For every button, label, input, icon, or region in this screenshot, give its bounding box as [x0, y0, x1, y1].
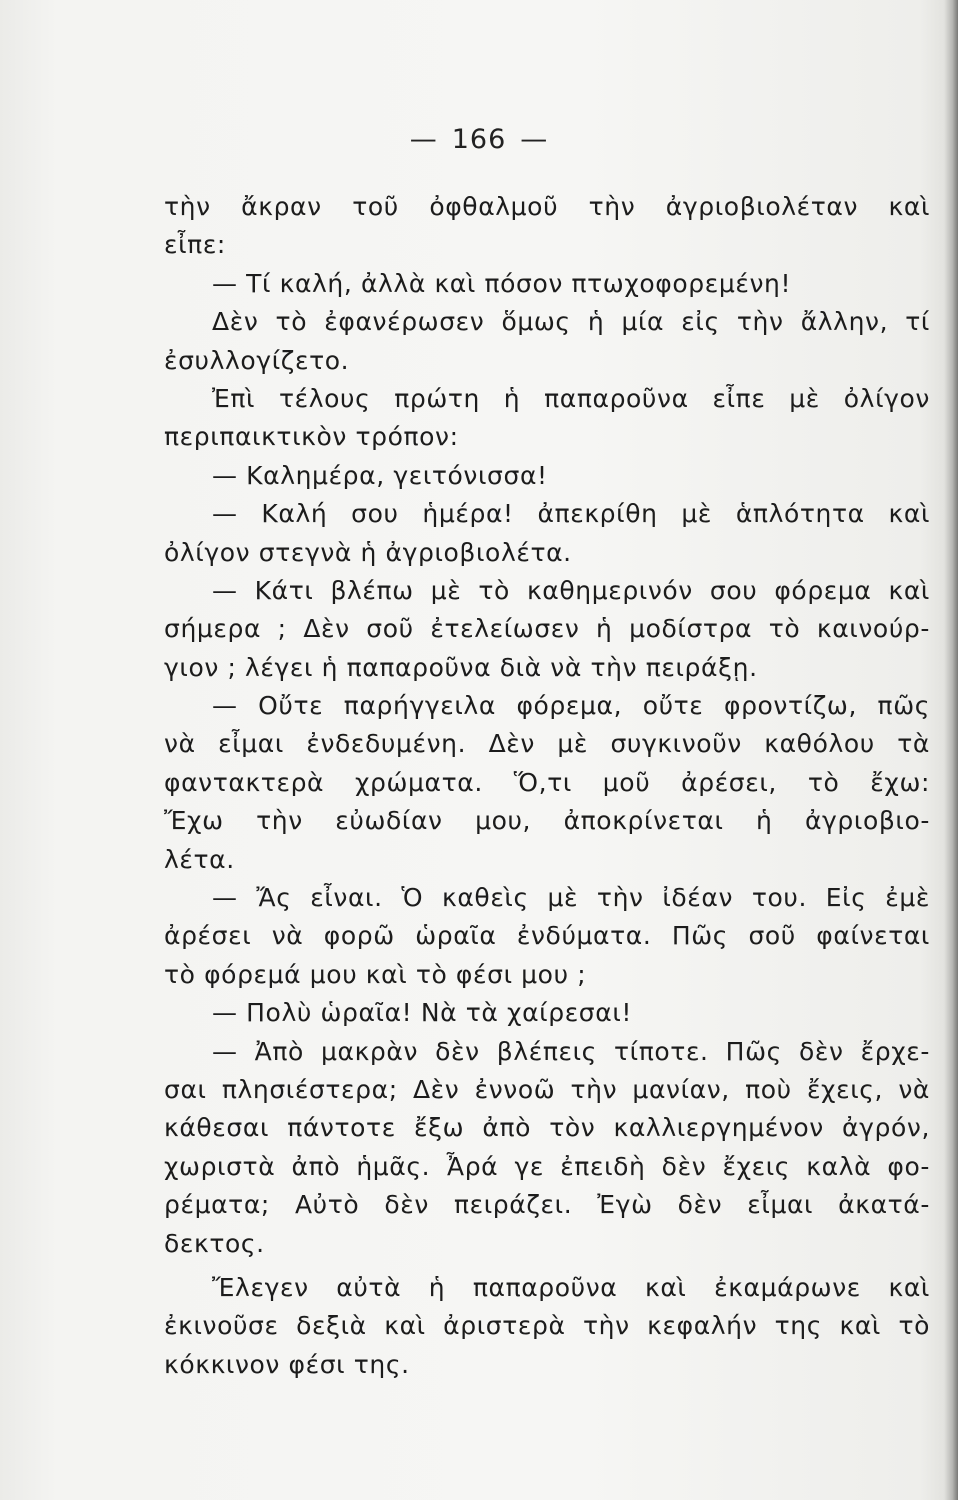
page-number-dash-left: — [409, 124, 438, 155]
text-line: Ἔχω τὴν εὐωδίαν μου, ἀποκρίνεται ἡ ἀγριοβιο- [164, 806, 930, 836]
text-line: Ἐπὶ τέλους πρώτη ἡ παπαροῦνα εἶπε μὲ ὀλίγον [212, 383, 930, 413]
page-header [0, 124, 958, 155]
text-line: — Ἄς εἶναι. Ὁ καθεὶς μὲ τὴν ἰδέαν του. Εἰς ἐμὲ [212, 883, 930, 913]
text-line: — Κάτι βλέπω μὲ τὸ καθημερινόν σου φόρεμα καὶ [212, 575, 930, 605]
text-line: ρέματα; Αὐτὸ δὲν πειράζει. Ἐγὼ δὲν εἶμαι ἀκατά- [164, 1190, 930, 1220]
text-line: — Πολὺ ὡραῖα! Νὰ τὰ χαίρεσαι! [212, 998, 633, 1028]
text-line: Ἔλεγεν αὐτὰ ἡ παπαροῦνα καὶ ἐκαμάρωνε καὶ [212, 1272, 930, 1302]
text-line: κάθεσαι πάντοτε ἔξω ἀπὸ τὸν καλλιεργημένον ἀγρόν, [164, 1113, 930, 1143]
text-line: ἀρέσει νὰ φορῶ ὡραῖα ἐνδύματα. Πῶς σοῦ φαίνεται [164, 921, 930, 951]
text-line: λέτα. [164, 844, 235, 874]
text-line: γιον ; λέγει ἡ παπαροῦνα διὰ νὰ τὴν πειράξῃ. [164, 652, 758, 682]
text-line: περιπαικτικὸν τρόπον: [164, 422, 459, 452]
text-line: — Οὔτε παρήγγειλα φόρεμα, οὔτε φροντίζω, πῶς [212, 691, 930, 721]
text-line: — Ἀπὸ μακρὰν δὲν βλέπεις τίποτε. Πῶς δὲν ἔρχε- [212, 1036, 930, 1066]
text-line: ὀλίγον στεγνὰ ἡ ἀγριοβιολέτα. [164, 537, 572, 567]
text-line: ἐκινοῦσε δεξιὰ καὶ ἀριστερὰ τὴν κεφαλήν της καὶ τὸ [164, 1311, 930, 1341]
text-line: δεκτος. [164, 1228, 265, 1258]
text-line: κόκκινον φέσι της. [164, 1349, 410, 1379]
page-number-dash-right: — [520, 124, 549, 155]
page-edge-shadow [944, 0, 958, 1500]
text-line: χωριστὰ ἀπὸ ἡμᾶς. Ἆρά γε ἐπειδὴ δὲν ἔχεις καλὰ φο- [164, 1151, 930, 1181]
body-text [164, 188, 930, 1384]
text-line: τὸ φόρεμά μου καὶ τὸ φέσι μου ; [164, 959, 587, 989]
text-line: τὴν ἄκραν τοῦ ὀφθαλμοῦ τὴν ἀγριοβιολέταν καὶ [164, 192, 930, 221]
text-line: σαι πλησιέστερα; Δὲν ἐννοῶ τὴν μανίαν, ποὺ ἔχεις, νὰ [164, 1074, 930, 1104]
text-line: — Καλημέρα, γειτόνισσα! [212, 460, 548, 490]
text-line: — Καλή σου ἡμέρα! ἀπεκρίθη μὲ ἁπλότητα καὶ [212, 499, 930, 529]
text-line: εἶπε: [164, 230, 226, 260]
text-line: νὰ εἶμαι ἐνδεδυμένη. Δὲν μὲ συγκινοῦν καθόλου τὰ [164, 729, 930, 759]
text-line: φαντακτερὰ χρώματα. Ὅ,τι μοῦ ἀρέσει, τὸ ἔχω: [164, 767, 930, 797]
page-number: 166 [451, 124, 507, 155]
text-line: ἐσυλλογίζετο. [164, 345, 350, 375]
text-line: Δὲν τὸ ἐφανέρωσεν ὅμως ἡ μία εἰς τὴν ἄλλην, τί [212, 307, 930, 337]
text-line: — Τί καλή, ἀλλὰ καὶ πόσον πτωχοφορεμένη! [212, 268, 792, 298]
text-line: σήμερα ; Δὲν σοῦ ἐτελείωσεν ἡ μοδίστρα τὸ καινούρ- [164, 614, 930, 644]
